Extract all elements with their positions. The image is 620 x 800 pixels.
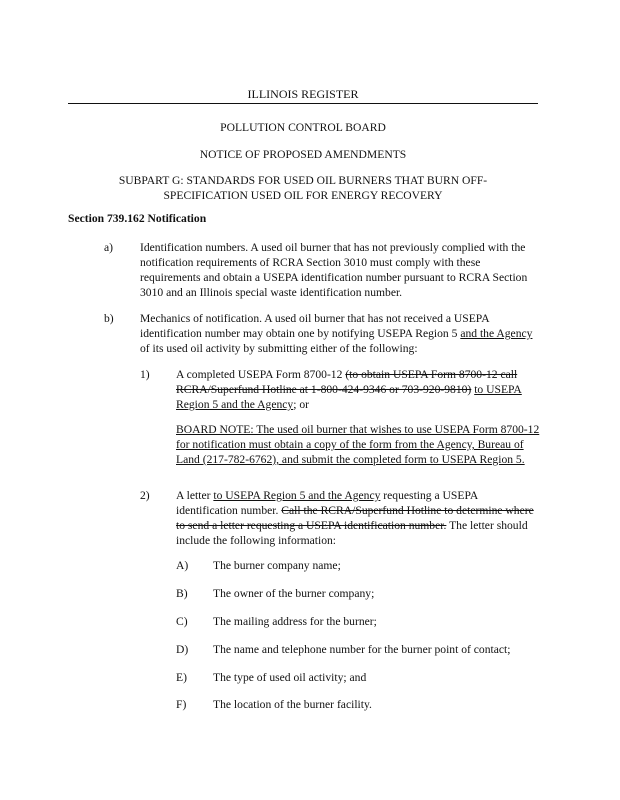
subpart-heading <box>68 173 538 203</box>
b-text-1: Mechanics of notification. A used oil burner that has not received a USEPA identification number may obtain one by notifying USEPA Region 5 <box>140 312 489 340</box>
item-1-inserted-text: to USEPA Region 5 and the Agency <box>176 383 522 411</box>
list-item <box>176 642 188 657</box>
list-item-marker: E) <box>176 671 187 684</box>
item-2-deleted-text: Call the RCRA/Superfund Hotline to determine where to send a letter requesting a USEPA identification number. <box>176 504 534 532</box>
item-1-text-1: A completed USEPA Form 8700-12 <box>176 368 346 381</box>
b-inserted-text: and the Agency <box>460 327 533 340</box>
register-header: ILLINOIS REGISTER <box>68 87 538 104</box>
board-note: BOARD NOTE: The used oil burner that wishes to use USEPA Form 8700-12 for notification must obtain a copy of the form from the Agency, Bureau of Land (217-782-6762), and submit the completed form to USEPA Region 5. <box>176 423 540 466</box>
list-item-text: The owner of the burner company; <box>213 587 375 600</box>
item-1-deleted-text: (to obtain USEPA Form 8700-12 call RCRA/Superfund Hotline at 1-800-424-9346 or 703-920-9810) <box>176 368 518 396</box>
item-1-text-3: ; or <box>293 398 309 411</box>
item-2-text <box>176 488 540 548</box>
subpart-line-2: SPECIFICATION USED OIL FOR ENERGY RECOVERY <box>163 189 443 202</box>
list-item-text: The name and telephone number for the burner point of contact; <box>213 643 511 656</box>
list-item-text: The mailing address for the burner; <box>213 615 377 628</box>
list-item-text: The location of the burner facility. <box>213 698 372 711</box>
subsection-b-text <box>140 311 540 356</box>
item-2-text-2: requesting a USEPA identification number. <box>176 489 478 517</box>
subsection-b-marker: b) <box>104 312 114 325</box>
list-item <box>176 614 188 629</box>
list-item-text: The type of used oil activity; and <box>213 671 367 684</box>
subsection-a-text: Identification numbers. A used oil burner that has not previously complied with the notification requirements of RCRA Section 3010 must comply with these requirements and obtain a USEPA identification number pursuant to RCRA Section 3010 and an Illinois special waste identification number. <box>140 241 528 299</box>
list-item-marker: D) <box>176 643 189 656</box>
list-item-marker: F) <box>176 698 187 711</box>
board-name: POLLUTION CONTROL BOARD <box>220 121 386 134</box>
section-heading: Section 739.162 Notification <box>68 212 207 225</box>
list-item <box>176 558 188 573</box>
b-text-2: of its used oil activity by submitting either of the following: <box>140 342 418 355</box>
item-1-text <box>176 367 540 412</box>
subsection-a-marker: a) <box>104 241 114 254</box>
item-2-text-3: The letter should include the following information: <box>176 519 528 547</box>
list-item <box>176 586 188 601</box>
list-item-marker: C) <box>176 615 188 628</box>
item-2-marker: 2) <box>140 489 150 502</box>
item-1-marker: 1) <box>140 368 150 381</box>
list-item <box>176 670 187 685</box>
notice-title: NOTICE OF PROPOSED AMENDMENTS <box>199 148 407 161</box>
list-item <box>176 697 186 712</box>
list-item-marker: A) <box>176 559 189 572</box>
item-2-text-1: A letter <box>176 489 214 502</box>
list-item-text: The burner company name; <box>213 559 341 572</box>
subpart-line-1: SUBPART G: STANDARDS FOR USED OIL BURNERS THAT BURN OFF- <box>118 174 488 187</box>
list-item-marker: B) <box>176 587 188 600</box>
item-2-inserted-text: to USEPA Region 5 and the Agency <box>213 489 381 502</box>
